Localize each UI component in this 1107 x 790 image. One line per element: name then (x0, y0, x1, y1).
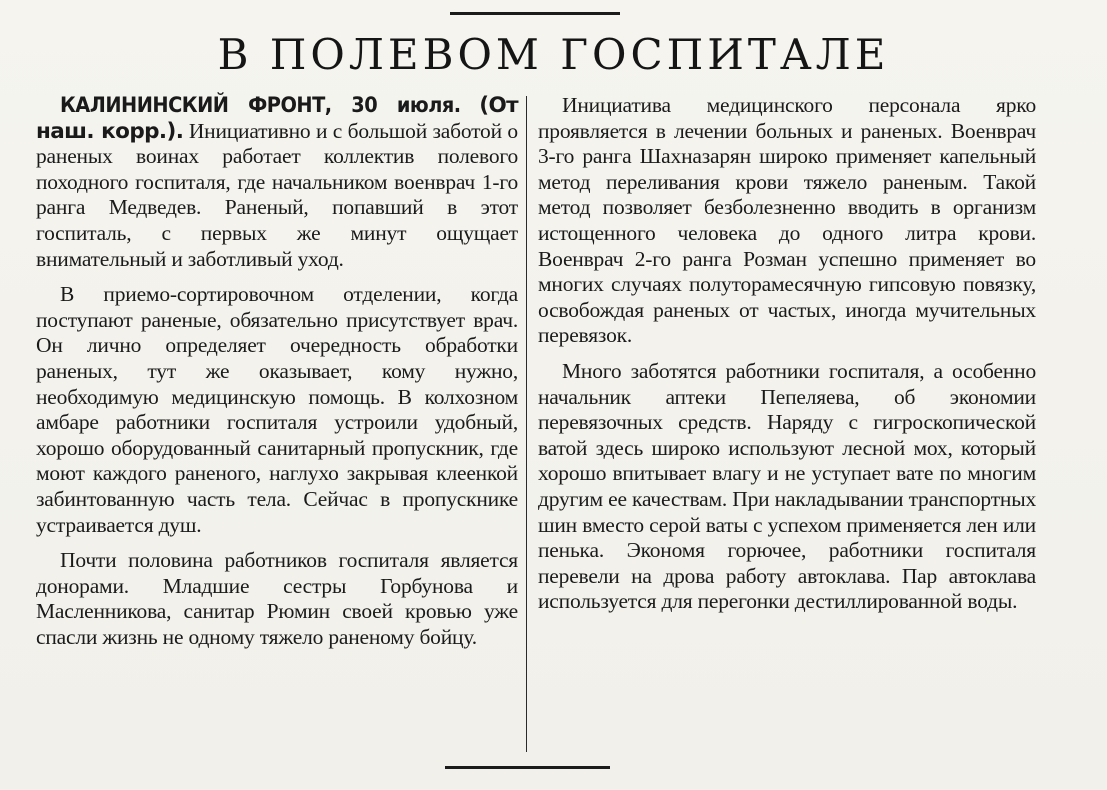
top-divider-rule (450, 12, 620, 15)
article-column-right (538, 93, 1036, 625)
column-divider (526, 96, 527, 752)
article-paragraph-5: Много заботятся работники госпиталя, а особенно начальник аптеки Пепеляева, об экономии перевязочных средств. Наряду с гигроскопической ватой здесь широко используют лесной мох, который хорошо впитывает влагу и не уступает вате по многим другим ее качествам. При накладывании транспортных шин вместо серой ваты с успехом применяется лен или пенька. Экономя горючее, работники госпиталя перевели на дрова работу автоклава. Пар автоклава используется для перегонки дестиллированной воды. (538, 358, 1036, 614)
article-paragraph-1 (36, 93, 518, 272)
article-paragraph-3: Почти половина работников госпиталя является донорами. Младшие сестры Горбунова и Масленникова, санитар Рюмин своей кровью уже спасли жизнь не одному тяжело раненому бойцу. (36, 548, 518, 649)
article-paragraph-1-text: Инициативно и с большой заботой о раненых воинах работает коллектив полевого походного госпиталя, где начальником военврач 1-го ранга Медведев. Раненый, попавший в этот госпиталь, с первых же минут ощущает внимательный и заботливый уход. (36, 118, 518, 271)
article-column-left (36, 93, 518, 660)
article-dateline: КАЛИНИНСКИЙ ФРОНТ, 30 июля. (60, 93, 461, 118)
article-paragraph-4: Инициатива медицинского персонала ярко проявляется в лечении больных и раненых. Военврач 3-го ранга Шахназарян широко применяет капельный метод переливания крови тяжело раненым. Такой метод позволяет безболезненно вводить в организм истощенного человека до одного литра крови. Военврач 2-го ранга Розман успешно применяет во многих случаях полуторамесячную гипсовую повязку, освобождая раненых от частых, иногда мучительных перевязок. (538, 93, 1036, 348)
bottom-divider-rule (445, 766, 610, 769)
article-headline: В ПОЛЕВОМ ГОСПИТАЛЕ (217, 30, 890, 79)
article-byline: (От наш. корр.). (36, 93, 518, 144)
article-paragraph-2: В приемо-сортировочном отделении, когда поступают раненые, обязательно присутствует врач. Он лично определяет очередность обработки раненых, тут же оказывает, кому нужно, необходимую медицинскую помощь. В колхозном амбаре работники госпиталя устроили удобный, хорошо оборудованный санитарный пропускник, где моют каждого раненого, наглухо закрывая клеенкой забинтованную часть тела. Сейчас в пропускнике устраивается душ. (36, 282, 518, 537)
